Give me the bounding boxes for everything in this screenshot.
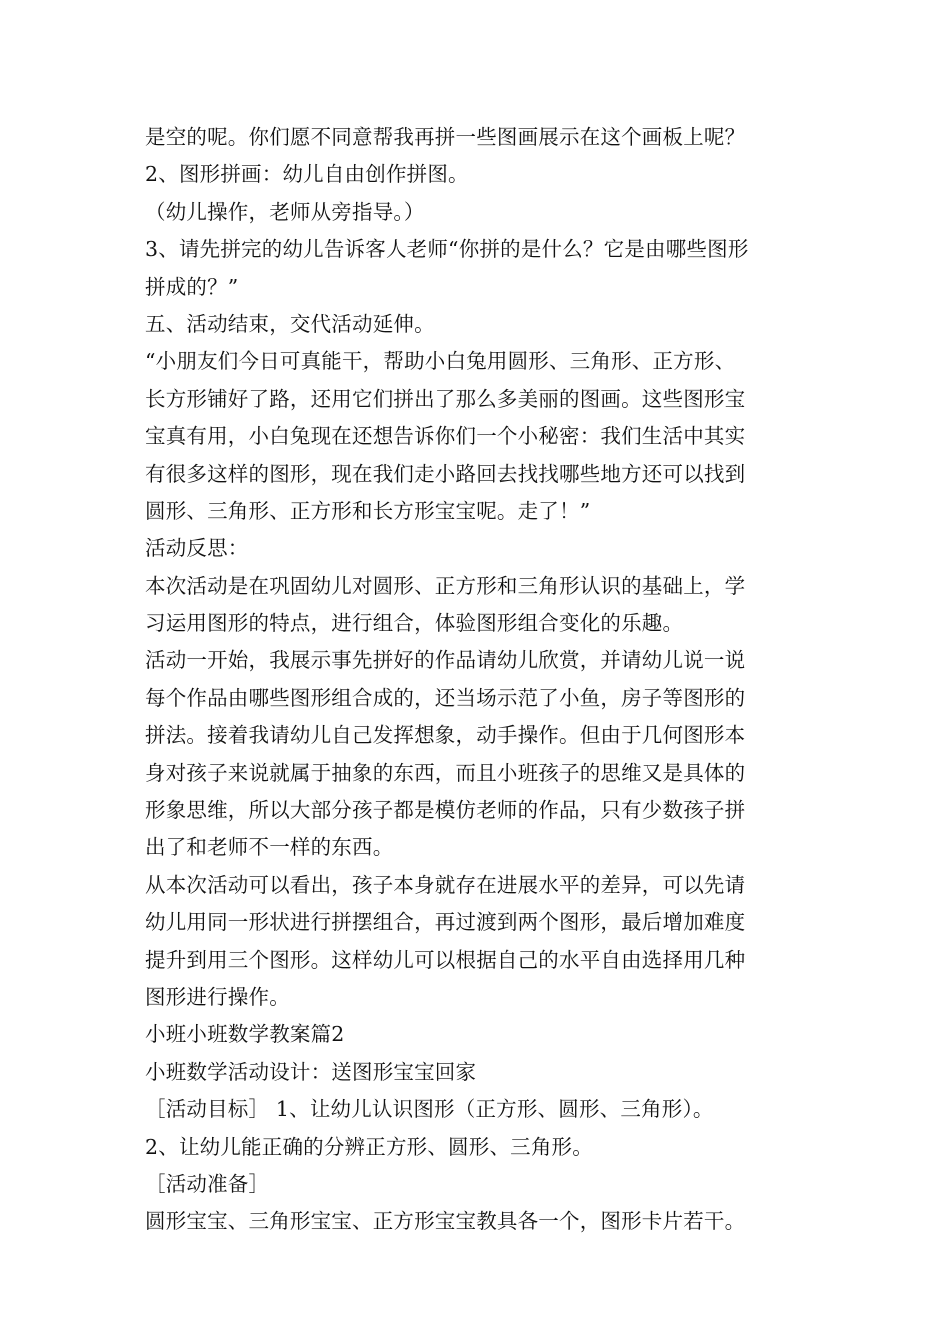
section-heading: 小班数学活动设计：送图形宝宝回家 [145,1059,477,1084]
text-line: 形象思维，所以大部分孩子都是模仿老师的作品，只有少数孩子拼 [145,798,746,823]
text-line: 习运用图形的特点，进行组合，体验图形组合变化的乐趣。 [145,611,684,636]
text-line: 2、图形拼画：幼儿自由创作拼图。 [145,162,469,187]
text-line: 提升到用三个图形。这样幼儿可以根据自己的水平自由选择用几种 [145,947,746,972]
text-line: 2、让幼儿能正确的分辨正方形、圆形、三角形。 [145,1134,593,1159]
text-line: 宝真有用，小白兔现在还想告诉你们一个小秘密：我们生活中其实 [145,424,746,449]
text-line: 图形进行操作。 [145,984,290,1009]
text-line: “小朋友们今日可真能干，帮助小白兔用圆形、三角形、正方形、 [145,349,736,374]
text-line: 圆形宝宝、三角形宝宝、正方形宝宝教具各一个，图形卡片若干。 [145,1209,746,1234]
text-line: 长方形铺好了路，还用它们拼出了那么多美丽的图画。这些图形宝 [145,386,746,411]
text-line: 活动一开始，我展示事先拼好的作品请幼儿欣赏，并请幼儿说一说 [145,648,746,673]
section-heading: 活动反思： [145,536,249,561]
text-line: ［活动目标］ 1、让幼儿认识图形（正方形、圆形、三角形）。 [145,1097,714,1122]
text-line: 本次活动是在巩固幼儿对圆形、正方形和三角形认识的基础上，学 [145,573,746,598]
section-heading: 五、活动结束，交代活动延伸。 [145,311,435,336]
text-line: 每个作品由哪些图形组合成的，还当场示范了小鱼，房子等图形的 [145,685,746,710]
text-line: 幼儿用同一形状进行拼摆组合，再过渡到两个图形，最后增加难度 [145,910,746,935]
document-body [145,119,815,1241]
text-line: 从本次活动可以看出，孩子本身就存在进展水平的差异，可以先请 [145,872,746,897]
text-line: （幼儿操作，老师从旁指导。） [145,199,425,224]
text-line: 3、请先拼完的幼儿告诉客人老师“你拼的是什么？它是由哪些图形 [145,237,749,262]
text-line: 拼成的？” [145,274,239,299]
text-line: 拼法。接着我请幼儿自己发挥想象，动手操作。但由于几何图形本 [145,723,746,748]
section-heading: ［活动准备］ [145,1171,270,1196]
section-heading: 小班小班数学教案篇2 [145,1022,345,1047]
text-line: 身对孩子来说就属于抽象的东西，而且小班孩子的思维又是具体的 [145,760,746,785]
text-line: 出了和老师不一样的东西。 [145,835,394,860]
text-line: 有很多这样的图形，现在我们走小路回去找找哪些地方还可以找到 [145,461,746,486]
text-line: 圆形、三角形、正方形和长方形宝宝呢。走了！” [145,498,591,523]
text-line: 是空的呢。你们愿不同意帮我再拼一些图画展示在这个画板上呢？ [145,125,746,149]
